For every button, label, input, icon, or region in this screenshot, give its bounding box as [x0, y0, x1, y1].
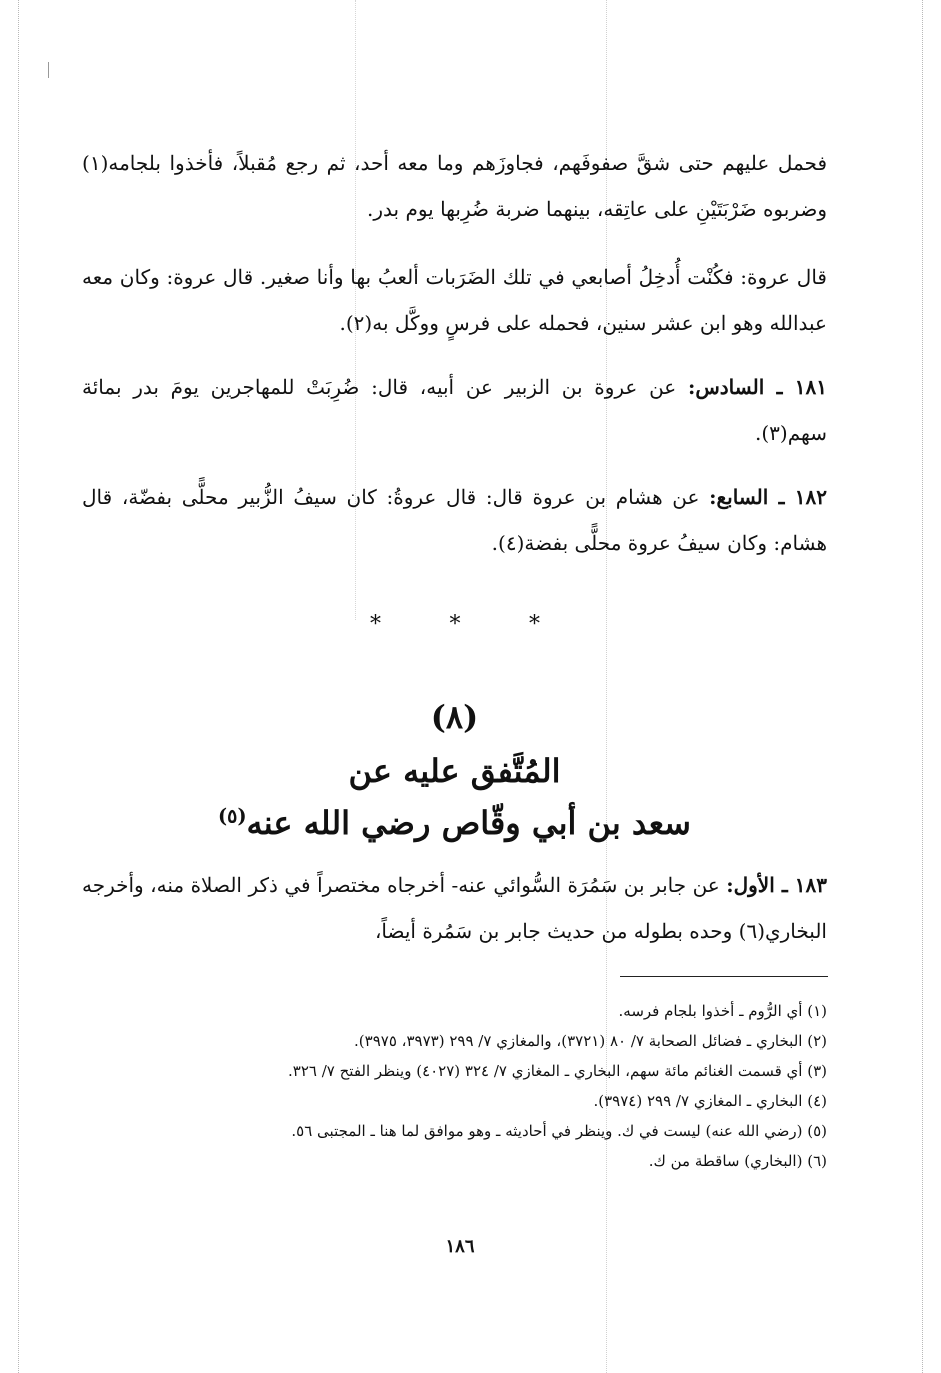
- separator-star: *: [449, 612, 461, 637]
- section-number: (٨): [430, 698, 479, 736]
- footnote-ref: (٥): [218, 804, 247, 828]
- section-title-text: سعد بن أبي وقّاص رضي الله عنه: [246, 804, 691, 842]
- hadith-number: ١٨٣ ـ الأول:: [726, 873, 827, 897]
- scan-margin-line-right: [922, 0, 923, 1373]
- section-separator: [370, 612, 540, 637]
- page-number: ١٨٦: [445, 1236, 475, 1257]
- hadith-182: [82, 474, 827, 566]
- footnote: (١) أي الرُّوم ـ أخذوا بلجام فرسه.: [618, 1002, 827, 1020]
- hadith-text: عن جابر بن سَمُرَة السُّوائي عنه- أخرجاه مختصراً في ذكر الصلاة منه، وأخرجه البخاري(٦) وحده بطوله من حديث جابر بن سَمُرة أيضاً،: [82, 873, 827, 943]
- footnotes: [150, 996, 827, 1176]
- hadith-183: [82, 862, 827, 954]
- footnote: (٥) (رضي الله عنه) ليست في ك. وينظر في أحاديثه ـ وهو موافق لما هنا ـ المجتبى ٥٦.: [291, 1122, 827, 1140]
- scan-mark: [48, 62, 49, 78]
- separator-star: *: [370, 612, 381, 637]
- footnote: (٢) البخاري ـ فضائل الصحابة ٧/ ٨٠ (٣٧٢١)، والمغازي ٧/ ٢٩٩ (٣٩٧٣، ٣٩٧٥).: [354, 1032, 827, 1050]
- separator-star: *: [529, 612, 540, 637]
- hadith-181: [82, 364, 827, 456]
- scan-margin-line-left: [18, 0, 19, 1373]
- paragraph-narration: فحمل عليهم حتى شقَّ صفوفَهم، فجاوزَهم وما معه أحد، ثم رجع مُقبلاً، فأخذوا بلجامه(١) وضربوه ضَرْبَتَيْنِ على عاتِقه، بينهما ضربة ضُرِبها يوم بدر.: [82, 151, 827, 221]
- footnote: (٤) البخاري ـ المغازي ٧/ ٢٩٩ (٣٩٧٤).: [593, 1092, 827, 1110]
- footnote: (٦) (البخاري) ساقطة من ك.: [648, 1152, 827, 1170]
- hadith-text: عن عروة بن الزبير عن أبيه، قال: ضُرِبَتْ للمهاجرين يومَ بدر بمائة سهم(٣).: [82, 375, 827, 445]
- footnote: (٣) أي قسمت الغنائم مائة سهم، البخاري ـ المغازي ٧/ ٣٢٤ (٤٠٢٧) وينظر الفتح ٧/ ٣٢٦.: [288, 1062, 827, 1080]
- section-title-line2: [82, 804, 827, 842]
- hadith-number: ١٨١ ـ السادس:: [687, 375, 828, 399]
- hadith-number: ١٨٢ ـ السابع:: [709, 485, 828, 509]
- paragraph-urwa: قال عروة: فكُنْت أُدخِلُ أصابعي في تلك الضَرَبات ألعبُ بها وأنا صغير. قال عروة: وكان معه عبدالله وهو ابن عشر سنين، فحمله على فرسٍ ووكَّل به(٢).: [82, 265, 827, 335]
- section-title-line1: المُتَّفق عليه عن: [348, 752, 561, 790]
- footnote-divider: [620, 976, 828, 977]
- hadith-text: عن هشام بن عروة قال: قال عروةُ: كان سيفُ الزُّبير محلًّى بفضّة، قال هشام: وكان سيفُ عروة محلًّى بفضة(٤).: [82, 485, 827, 555]
